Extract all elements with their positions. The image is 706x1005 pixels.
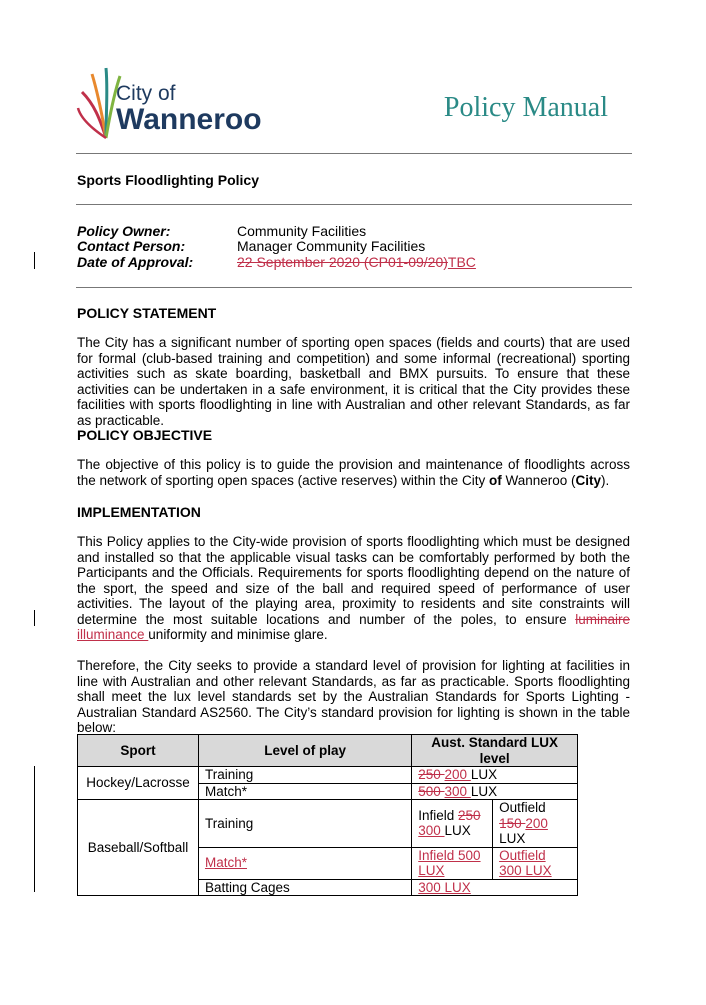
logo-text-line2: Wanneroo xyxy=(116,103,262,136)
policy-objective-heading: POLICY OBJECTIVE xyxy=(77,427,213,443)
implementation-text-2: Therefore, the City seeks to provide a standard level of provision for lighting at facilities in line with Australian and other relevant Standards, as far as practicable. Sports floodlighting shall meet the lux level standards set by the Australian Standards for Sports Lighting - Australian Standard AS2560. The City’s standard provision for lighting is shown in the table below: xyxy=(77,658,630,735)
inserted-text: illuminance xyxy=(77,627,149,642)
logo-mark-icon xyxy=(78,68,120,138)
lux-table xyxy=(77,734,578,896)
change-bar xyxy=(34,610,35,626)
divider xyxy=(76,287,632,288)
logo-text-line1: City of xyxy=(116,82,176,105)
change-bar xyxy=(34,252,35,269)
divider xyxy=(76,204,632,205)
lux-value: 300 LUX xyxy=(412,879,578,896)
divider xyxy=(76,153,632,154)
sport-baseball: Baseball/Softball xyxy=(78,800,199,896)
implementation-heading: IMPLEMENTATION xyxy=(77,504,201,520)
level-match: Match* xyxy=(198,847,411,879)
lux-value: 250 200 LUX xyxy=(412,767,578,784)
table-row xyxy=(78,767,578,784)
policy-objective-text: The objective of this policy is to guide the provision and maintenance of floodlights across the network of sporting open spaces (active reserves) within the City of Wanneroo (City). xyxy=(77,457,630,488)
lux-infield: Infield 250 300 LUX xyxy=(412,800,493,848)
level-training: Training xyxy=(198,767,411,784)
policy-owner-label: Policy Owner: xyxy=(77,223,171,239)
lux-infield: Infield 500 LUX xyxy=(412,847,493,879)
level-training: Training xyxy=(198,800,411,848)
approval-date-deleted: 22 September 2020 (CP01-09/20) xyxy=(237,254,448,270)
lux-outfield: Outfield 300 LUX xyxy=(493,847,578,879)
deleted-text: luminaire xyxy=(575,611,630,627)
level-match: Match* xyxy=(198,783,411,800)
implementation-text-1: This Policy applies to the City-wide provision of sports floodlighting which must be designed and installed so that the applicable visual tasks can be comfortably performed by both the Participants and the Officials. Requirements for sports floodlighting depend on the nature of the sport, the speed and size of the ball and required speed of performance of user activities. The layout of the playing area, proximity to residents and site constraints will determine the most suitable locations and number of the poles, to ensure luminaire illuminance uniformity and minimise glare. xyxy=(77,534,630,642)
table-header-level: Level of play xyxy=(198,735,411,767)
policy-title: Sports Floodlighting Policy xyxy=(77,172,259,188)
policy-statement-text: The City has a significant number of sporting open spaces (fields and courts) that are used for formal (club-based training and competition) and some informal (recreational) sporting activities such as skate boarding, basketball and BMX pursuits. To ensure that these activities can be undertaken in a safe environment, it is critical that the City provides these facilities with sports floodlighting in line with Australian and other relevant Standards, as far as practicable. xyxy=(77,335,630,428)
policy-owner-value: Community Facilities xyxy=(237,223,367,239)
table-header-lux: Aust. Standard LUX level xyxy=(412,735,578,767)
level-batting: Batting Cages xyxy=(198,879,411,896)
manual-title: Policy Manual xyxy=(443,92,608,123)
policy-statement-heading: POLICY STATEMENT xyxy=(77,305,217,321)
lux-value: 500 300 LUX xyxy=(412,783,578,800)
sport-hockey: Hockey/Lacrosse xyxy=(78,767,199,800)
approval-date-inserted: TBC xyxy=(447,254,476,270)
change-bar xyxy=(34,766,35,892)
table-header-row xyxy=(78,735,578,767)
contact-person-value: Manager Community Facilities xyxy=(237,238,426,254)
table-header-sport: Sport xyxy=(78,735,199,767)
approval-date-value xyxy=(237,254,476,270)
contact-person-label: Contact Person: xyxy=(77,238,186,254)
approval-date-label: Date of Approval: xyxy=(77,254,194,270)
table-row xyxy=(78,800,578,848)
lux-outfield: Outfield 150 200 LUX xyxy=(493,800,578,848)
